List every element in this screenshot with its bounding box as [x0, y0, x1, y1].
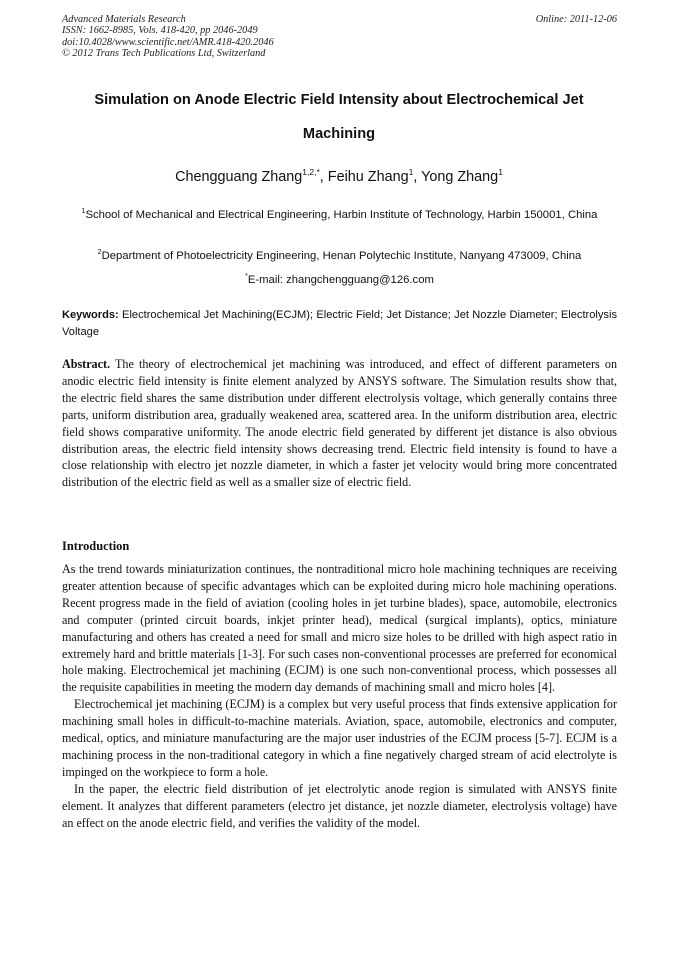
affiliation-text: Department of Photoelectricity Engineering, Henan Polytechic Institute, Nanyang 473009, China [101, 250, 582, 262]
journal-name: Advanced Materials Research [62, 14, 186, 25]
corresponding-email [62, 268, 617, 289]
author-separator: , [319, 169, 328, 185]
author-separator: , [413, 169, 422, 185]
abstract-block [62, 356, 617, 491]
affiliation-2 [62, 244, 617, 265]
keywords-block [62, 307, 617, 340]
online-date: Online: 2011-12-06 [535, 14, 617, 25]
author-name: Yong Zhang [421, 169, 499, 185]
email-text: E-mail: zhangchengguang@126.com [247, 274, 434, 286]
author-list [40, 167, 638, 185]
author-affiliation-mark: 1 [498, 167, 503, 177]
introduction-body [62, 561, 617, 832]
author-affiliation-mark: 1 [408, 167, 414, 177]
author-affiliation-mark: 1,2,* [302, 167, 320, 177]
paragraph: As the trend towards miniaturization continues, the nontraditional micro hole machining techniques are receiving greater attention because of specific advantages which can be exploited during micro hole machining operations. Recent progress made in the field of aviation (cooling holes in jet turbine blades), space, automobile, electronics and computer (printed circuit boards, inkjet printer head), medical (surgical implants), optics, miniature manufacturing and others has created a need for small and micro size holes to be drilled with high aspect ratio in extremely hard and brittle materials [1-3]. For such cases non-conventional processes are preferred for economical hole making. Electrochemical jet machining (ECJM) is one such non-conventional process, which possesses all the requisite capabilities in meeting the modern day demands of machining small and micro holes [4]. [62, 562, 617, 695]
paper-title-line-1: Simulation on Anode Electric Field Intensity about Electrochemical Jet [94, 92, 584, 108]
paragraph: Electrochemical jet machining (ECJM) is a complex but very useful process that finds extensive application for machining small holes in difficult-to-machine materials. Aviation, space, automobile, electronics and computer, medical, optics, and miniature manufacturing are the major user industries of the ECJM process [5-7]. ECJM is a machining process in the non-traditional category in which a fine negatively charged stream of acid electrolyte is impinged on the workpiece to form a hole. [62, 697, 617, 779]
doi-line: doi:10.4028/www.scientific.net/AMR.418-420.2046 [62, 36, 274, 48]
journal-header [62, 14, 617, 60]
copyright-line: © 2012 Trans Tech Publications Ltd, Switzerland [62, 48, 266, 60]
section-heading-introduction: Introduction [62, 539, 130, 553]
keywords-text: Electrochemical Jet Machining(ECJM); Electric Field; Jet Distance; Jet Nozzle Diameter; Electrolysis Voltage [62, 309, 617, 338]
abstract-label: Abstract. [62, 357, 111, 371]
abstract-text: The theory of electrochemical jet machining was introduced, and effect of different parameters on anodic electric field intensity is finite element analyzed by ANSYS software. The Simulation results show that, the electric field shares the same distribution under different electrolysis voltage, which generally contains three parts, uniform distribution area, gradually weakened area, scattered area. In the uniform distribution area, electric field shows comparative uniformity. The anode electric field generated by different jet distance is also obvious distribution areas, the electric field intensity shows decreasing trend. Electric field intensity is found to have a close relationship with electro jet nozzle diameter, in which a faster jet velocity would bring more concentrated distribution of the electric field as well as a smaller size of electric field. [62, 357, 617, 490]
issn-line: ISSN: 1662-8985, Vols. 418-420, pp 2046-2049 [62, 25, 258, 37]
author-name: Chengguang Zhang [175, 169, 303, 185]
affiliation-mark: 1 [81, 208, 86, 215]
corresponding-mark: * [245, 273, 248, 280]
author-name: Feihu Zhang [327, 169, 409, 185]
affiliation-mark: 2 [97, 249, 102, 256]
keywords-label: Keywords: [62, 309, 119, 321]
affiliation-text: School of Mechanical and Electrical Engineering, Harbin Institute of Technology, Harbin 150001, China [85, 209, 598, 221]
paper-title-line-2: Machining [302, 126, 376, 142]
affiliation-1 [62, 203, 617, 224]
paragraph: In the paper, the electric field distribution of jet electrolytic anode region is simulated with ANSYS finite element. It analyzes that different parameters (electro jet distance, jet nozzle diameter, electrolysis voltage) have an effect on the anode electric field, and verifies the validity of the model. [62, 781, 617, 830]
